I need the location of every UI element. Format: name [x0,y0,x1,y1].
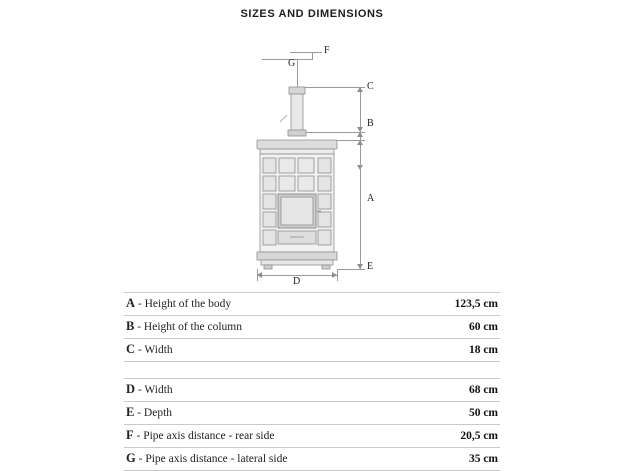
row-text-b: - Height of the column [134,321,242,333]
row-text-d: - Width [135,384,173,396]
row-letter-c: C [126,342,136,356]
table-row [124,293,500,316]
row-letter-d: D [126,382,136,396]
dim-a-arrow-bottom [357,264,363,269]
row-value-b: 60 cm [393,316,500,339]
row-value-a: 123,5 cm [393,293,500,316]
dim-label-f: F [324,45,330,56]
leader-to-pipe [297,59,298,87]
dim-d-arrow-right [332,272,337,278]
dim-a-arrow-top [357,140,363,145]
ext-line-right-bottom [337,269,338,281]
dim-b-arrow-top [357,132,363,137]
row-label-f [124,425,424,448]
row-text-f: - Pipe axis distance - rear side [133,430,275,442]
table-row [124,425,500,448]
ext-line-top [305,87,365,88]
ext-line-body-bottom [337,269,365,270]
row-letter-f: F [126,428,134,442]
table-row [124,402,500,425]
row-letter-b: B [126,319,135,333]
row-label-a [124,293,393,316]
table-row [124,379,500,402]
row-label-d [124,379,424,402]
row-text-g: - Pipe axis distance - lateral side [135,453,288,465]
row-letter-e: E [126,405,135,419]
dimension-drawing [190,40,440,285]
stove-illustration [190,40,440,285]
row-value-c: 18 cm [393,339,500,362]
row-text-e: - Depth [134,407,173,419]
row-value-g: 35 cm [424,448,500,471]
row-text-c: - Width [135,344,173,356]
dim-label-d: D [293,276,301,287]
dim-label-b: B [367,118,374,129]
dim-line-a [360,140,361,269]
table-row [124,339,500,362]
table-row [124,316,500,339]
row-value-e: 50 cm [424,402,500,425]
row-letter-a: A [126,296,136,310]
leader-line-g [262,59,312,60]
page-title: SIZES AND DIMENSIONS [240,8,384,20]
dim-line-c [360,87,361,132]
row-value-f: 20,5 cm [424,425,500,448]
row-label-c [124,339,393,362]
dim-label-e: E [367,261,374,272]
lower-dimensions-table [124,378,500,471]
row-letter-g: G [126,451,136,465]
table-row [124,448,500,471]
row-label-b [124,316,393,339]
leader-line-f [290,52,322,53]
upper-dimensions-table [124,292,500,362]
row-value-d: 68 cm [424,379,500,402]
row-label-e [124,402,424,425]
leader-connector [312,52,313,60]
row-text-a: - Height of the body [135,298,232,310]
dim-label-c: C [367,81,374,92]
dim-d-arrow-left [257,272,262,278]
dim-label-a: A [367,193,375,204]
dim-label-g: G [288,58,296,69]
dim-c-arrow-top [357,87,363,92]
row-label-g [124,448,424,471]
